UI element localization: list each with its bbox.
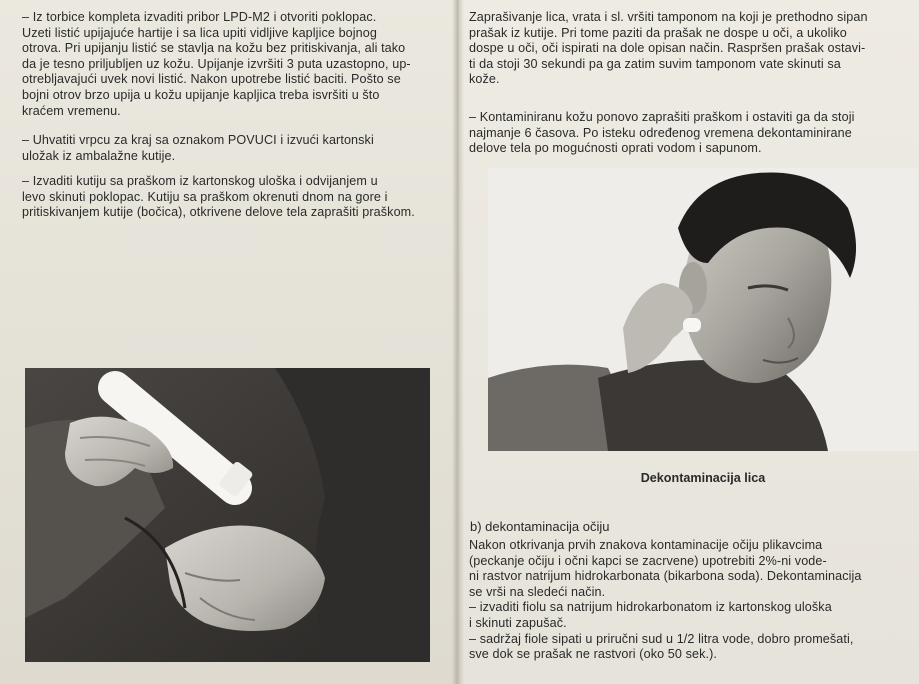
- text-line: najmanje 6 časova. Po isteku određenog vremena dekontaminirane: [469, 125, 852, 140]
- eyes-decontamination-paragraph: [469, 538, 907, 663]
- text-line: sve dok se prašak ne rastvori (oko 50 sek.).: [469, 647, 717, 662]
- face-powder-paragraph: [469, 10, 907, 88]
- text-line: Zaprašivanje lica, vrata i sl. vršiti tamponom na koji je prethodno sipan: [469, 10, 868, 24]
- text-line: kraćem vremenu.: [22, 103, 121, 118]
- text-line: – sadržaj fiole sipati u priručni sud u 1/2 litra vode, dobro promešati,: [469, 631, 854, 646]
- text-line: ti da stoji 30 sekundi pa ga zatim suvim tamponom vate skinuti sa: [469, 56, 841, 71]
- recontamination-paragraph: [469, 110, 907, 157]
- text-line: se vrši na sledeći način.: [469, 584, 606, 599]
- intro-paragraph: [22, 10, 452, 119]
- text-line: Uzeti listić upijajuće hartije i sa lica upiti vidljive kapljice bojnog: [22, 25, 377, 40]
- text-line: – Izvaditi kutiju sa praškom iz kartonskog uloška i odvijanjem u: [22, 174, 378, 188]
- text-line: Nakon otkrivanja prvih znakova kontaminacije očiju plikavcima: [469, 538, 823, 552]
- section-heading-eyes: b) dekontaminacija očiju: [470, 519, 610, 534]
- photo-hands-powder-bottle: [25, 368, 430, 662]
- text-line: (peckanje očiju i očni kapci se zacrvene) upotrebiti 2%-ni vode-: [469, 553, 827, 568]
- text-line: – Iz torbice kompleta izvaditi pribor LPD-M2 i otvoriti poklopac.: [22, 10, 377, 24]
- text-line: prašak iz kutije. Pri tome paziti da prašak ne dospe u oči, a ukoliko: [469, 25, 847, 40]
- text-line: kože.: [469, 72, 500, 87]
- text-line: otrova. Pri upijanju listić se stavlja na kožu bez pritiskivanja, ali tako: [22, 41, 406, 56]
- step-pull-strip-paragraph: [22, 133, 452, 164]
- step-powder-paragraph: [22, 174, 452, 221]
- text-line: i skinuti zapušač.: [469, 615, 567, 630]
- text-line: – Kontaminiranu kožu ponovo zaprašiti praškom i ostaviti ga da stoji: [469, 110, 855, 124]
- text-line: otrebljavajući uvek novi listić. Nakon upotrebe listić baciti. Pošto se: [22, 72, 401, 87]
- text-line: delove tela po mogućnosti oprati vodom i sapunom.: [469, 141, 762, 156]
- text-line: da je tesno priljubljen uz kožu. Upijanje izvršiti 3 puta uzastopno, up-: [22, 56, 411, 71]
- text-line: levo skinuti poklopac. Kutiju sa praškom okrenuti dnom na gore i: [22, 189, 388, 204]
- text-line: – Uhvatiti vrpcu za kraj sa oznakom POVUCI i izvući kartonski: [22, 133, 374, 147]
- book-spine: [452, 0, 464, 684]
- text-line: pritiskivanjem kutije (bočica), otkrivene delove tela zaprašiti praškom.: [22, 205, 415, 220]
- text-line: – izvaditi fiolu sa natrijum hidrokarbonatom iz kartonskog uloška: [469, 600, 832, 615]
- text-line: ni rastvor natrijum hidrokarbonata (bikarbona soda). Dekontaminacija: [469, 569, 862, 584]
- text-line: dospe u oči, oči ispirati na dole opisan način. Raspršen prašak ostavi-: [469, 41, 866, 56]
- photo-face-decontamination: [488, 168, 918, 451]
- photo-caption: Dekontaminacija lica: [640, 471, 766, 485]
- text-line: uložak iz ambalažne kutije.: [22, 148, 176, 163]
- text-line: bojni otrov brzo upija u kožu upijanje kapljica treba isvršiti u što: [22, 87, 380, 102]
